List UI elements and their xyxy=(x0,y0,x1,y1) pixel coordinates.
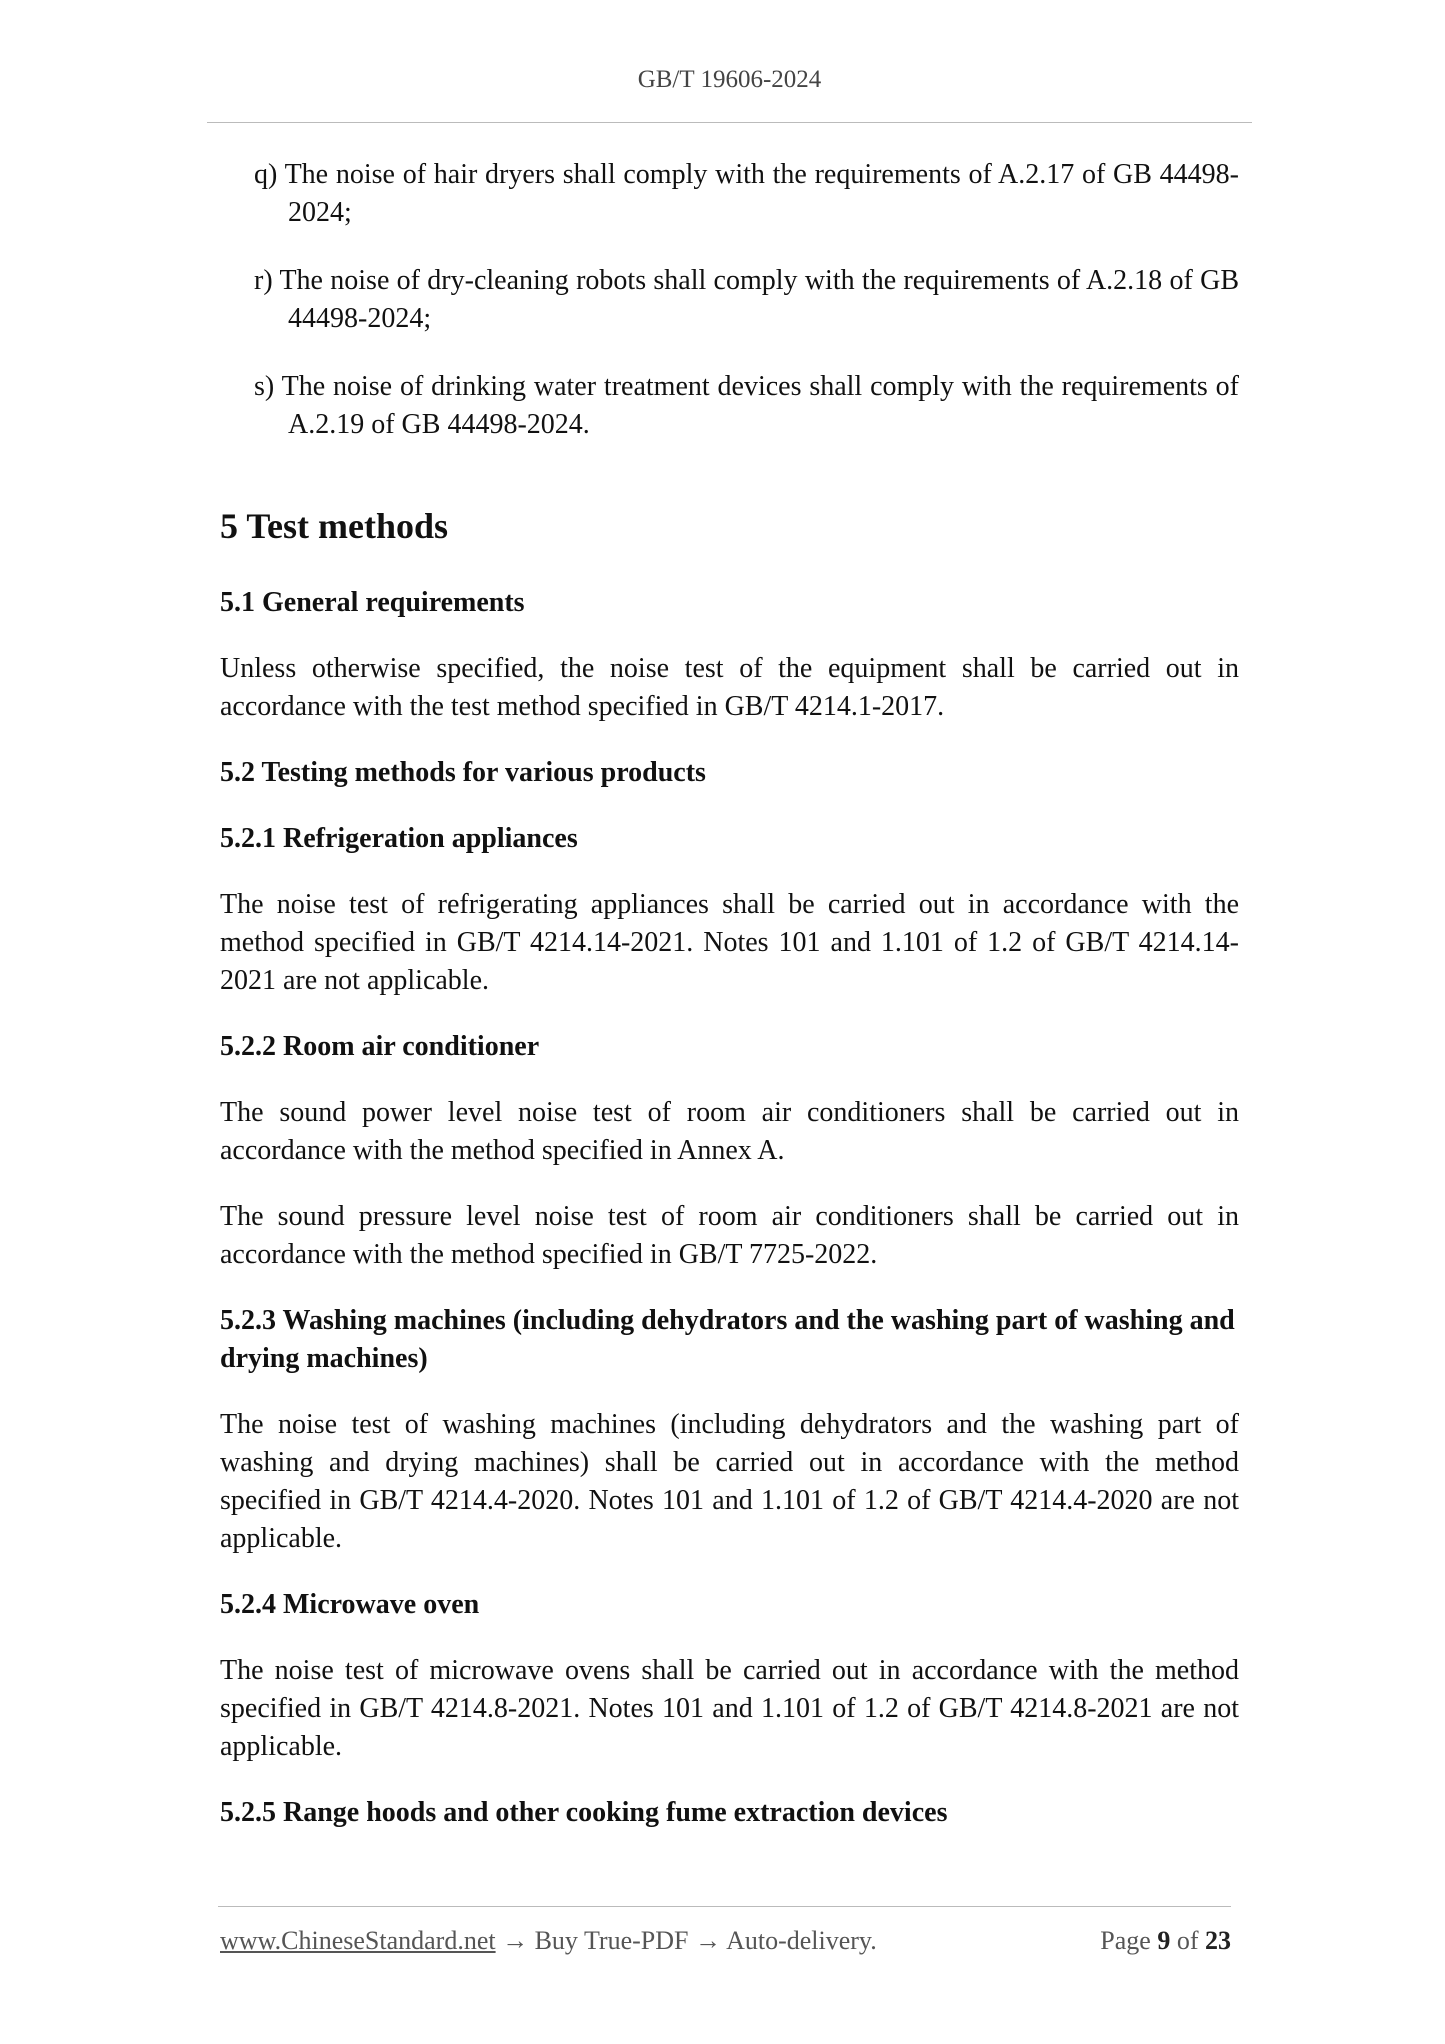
page-number: 9 xyxy=(1157,1926,1171,1955)
paragraph-5-2-2-b: The sound pressure level noise test of room air conditioners shall be carried out in accordance with the method specified in GB/T 7725-2022. xyxy=(220,1201,1239,1270)
website-link[interactable]: www.ChineseStandard.net xyxy=(220,1926,496,1955)
section-title: 5 Test methods xyxy=(220,506,449,546)
paragraph-5-1: Unless otherwise specified, the noise test of the equipment shall be carried out in accordance with the test method specified in GB/T 4214.1-2017. xyxy=(220,653,1239,722)
list-text: The noise of dry-cleaning robots shall comply with the requirements of A.2.18 of GB 44498-2024; xyxy=(279,265,1239,334)
page-label: Page xyxy=(1100,1926,1151,1955)
subsection-heading-5-2-2: 5.2.2 Room air conditioner xyxy=(220,1031,540,1062)
arrow-right-icon: → xyxy=(502,1926,529,1955)
paragraph-5-2-1: The noise test of refrigerating appliances shall be carried out in accordance with the method specified in GB/T 4214.14-2021. Notes 101 and 1.101 of 1.2 of GB/T 4214.14-2021 are not applicable. xyxy=(220,889,1239,996)
subsection-heading-5-2-4: 5.2.4 Microwave oven xyxy=(220,1589,480,1620)
paragraph-5-2-2-a: The sound power level noise test of room air conditioners shall be carried out in accordance with the method specified in Annex A. xyxy=(220,1097,1239,1166)
subsection-heading-5-2: 5.2 Testing methods for various products xyxy=(220,757,706,788)
list-item xyxy=(254,262,1239,338)
of-label: of xyxy=(1176,1926,1199,1955)
list-text: The noise of hair dryers shall comply with the requirements of A.2.17 of GB 44498-2024; xyxy=(284,159,1240,228)
subsection-heading-5-2-1: 5.2.1 Refrigeration appliances xyxy=(220,823,578,854)
subsection-heading-5-2-5: 5.2.5 Range hoods and other cooking fume extraction devices xyxy=(220,1797,948,1828)
list-text: The noise of drinking water treatment devices shall comply with the requirements of A.2.19 of GB 44498-2024. xyxy=(281,371,1239,440)
footer-promo xyxy=(220,1926,877,1956)
list-item xyxy=(254,156,1239,232)
page-indicator xyxy=(1100,1926,1231,1956)
list-marker: s) xyxy=(254,371,275,402)
subsection-heading-5-2-3: 5.2.3 Washing machines (including dehydrators and the washing part of washing and drying machines) xyxy=(220,1305,1235,1374)
list-marker: r) xyxy=(254,265,273,296)
page-footer xyxy=(220,1926,1231,1956)
page-total: 23 xyxy=(1205,1926,1231,1955)
paragraph-5-2-3: The noise test of washing machines (including dehydrators and the washing part of washing and drying machines) shall be carried out in accordance with the method specified in GB/T 4214.4-2020. Notes 101 and 1.101 of 1.2 of GB/T 4214.4-2020 are not applicable. xyxy=(220,1409,1239,1554)
buy-true-pdf-text: Buy True-PDF xyxy=(534,1926,689,1955)
document-header-title: GB/T 19606-2024 xyxy=(637,66,822,93)
header-divider xyxy=(207,122,1252,123)
footer-divider xyxy=(218,1906,1231,1907)
page-content xyxy=(220,156,1239,1860)
list-marker: q) xyxy=(254,159,278,190)
auto-delivery-text: Auto-delivery. xyxy=(726,1926,877,1955)
paragraph-5-2-4: The noise test of microwave ovens shall be carried out in accordance with the method specified in GB/T 4214.8-2021. Notes 101 and 1.101 of 1.2 of GB/T 4214.8-2021 are not applicable. xyxy=(220,1655,1239,1762)
list-item xyxy=(254,368,1239,444)
subsection-heading-5-1: 5.1 General requirements xyxy=(220,587,525,618)
arrow-right-icon: → xyxy=(695,1926,721,1955)
